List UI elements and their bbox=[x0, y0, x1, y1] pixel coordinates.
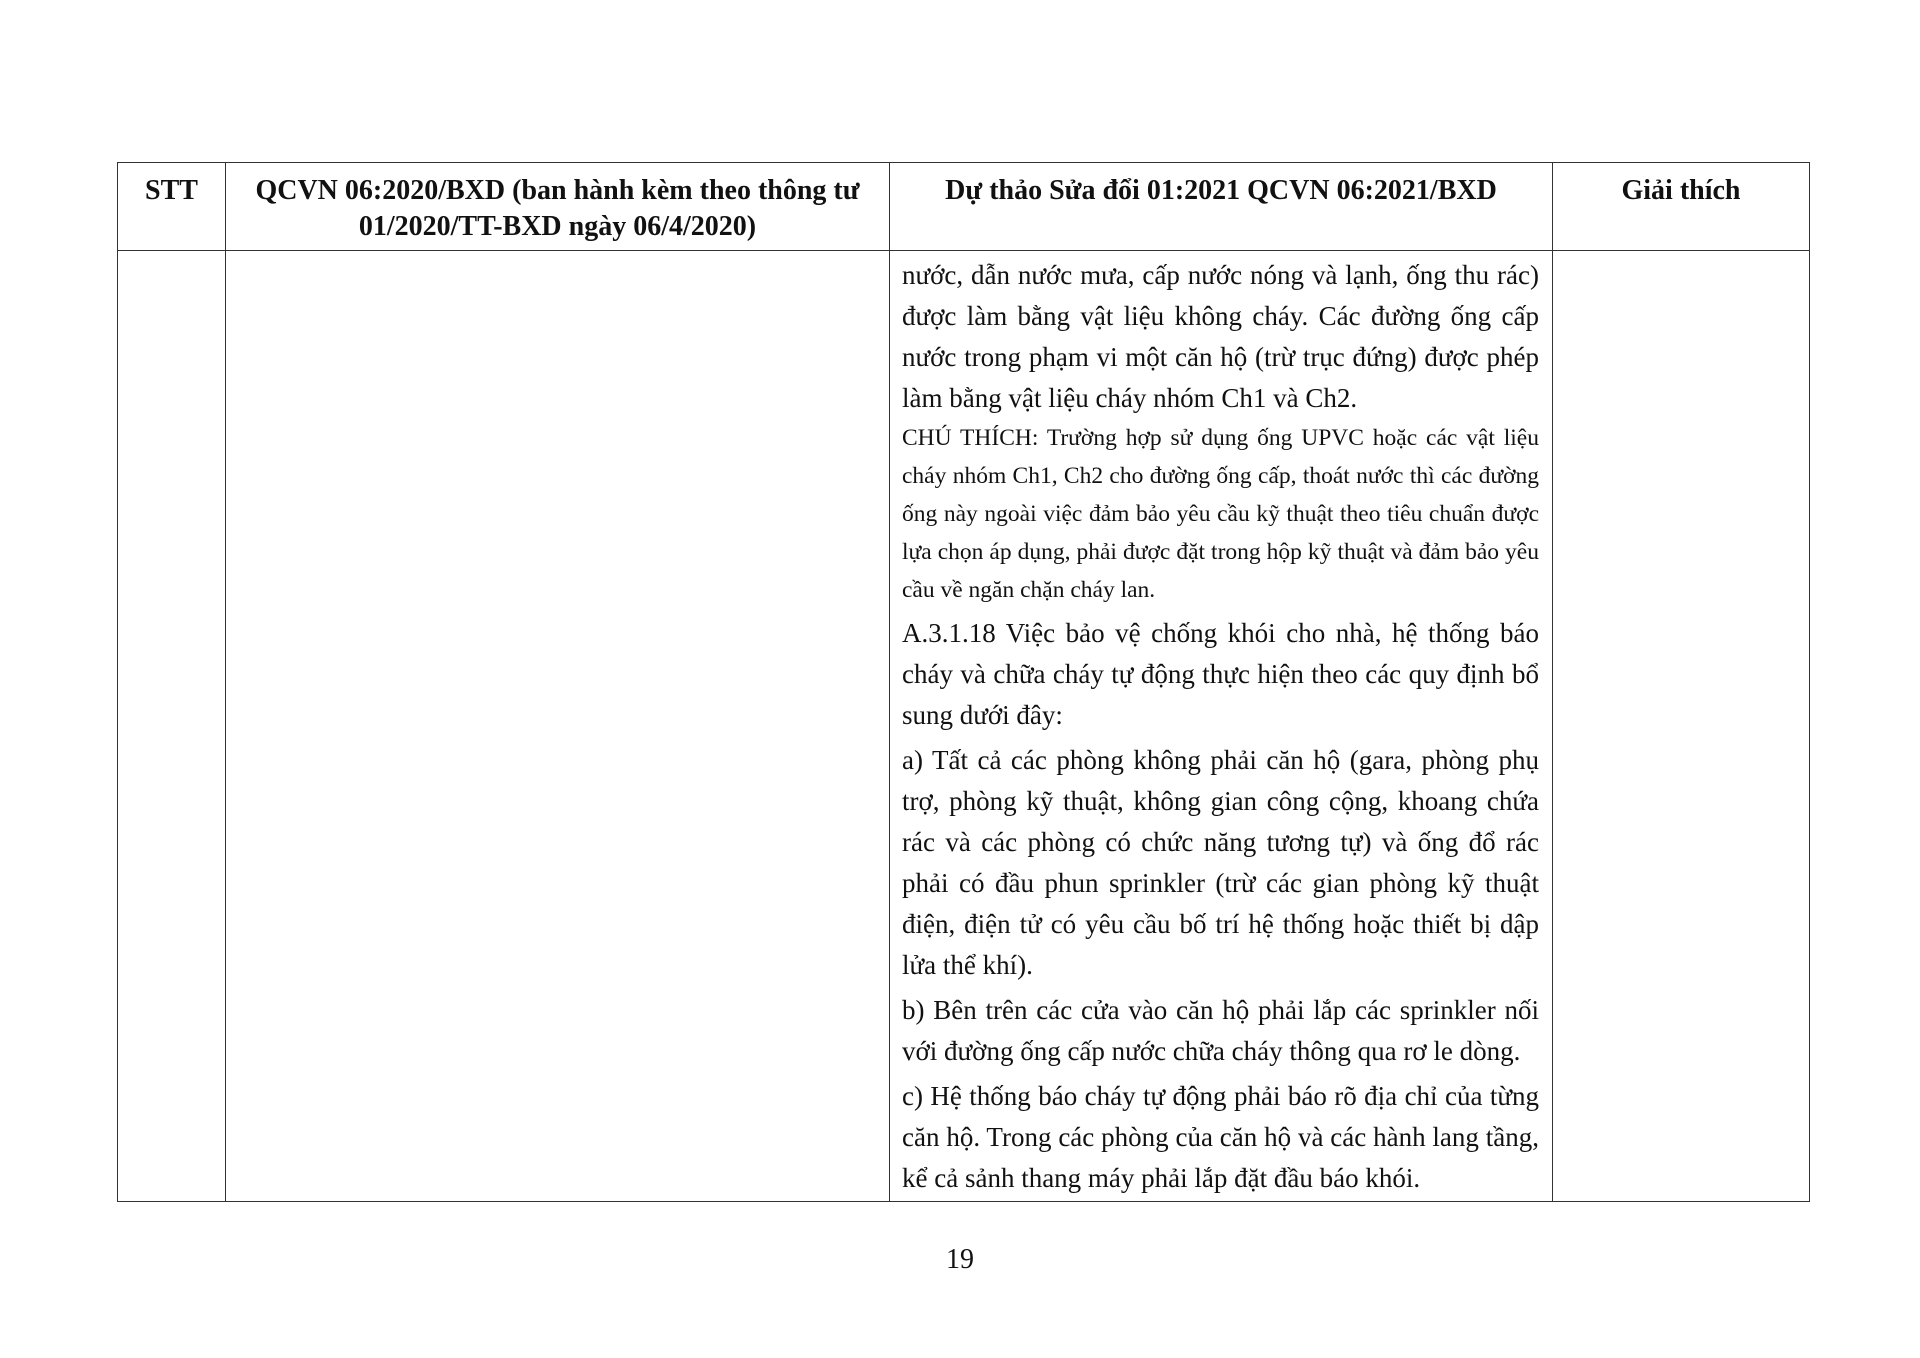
paragraph-item-c: c) Hệ thống báo cháy tự động phải báo rõ địa chỉ của từng căn hộ. Trong các phòng của căn hộ và các hành lang tầng, kể cả sảnh thang máy phải lắp đặt đầu báo khói. bbox=[902, 1081, 1539, 1193]
page-number: 19 bbox=[946, 1244, 974, 1275]
cell-old-standard bbox=[226, 251, 890, 1202]
paragraph-note: CHÚ THÍCH: Trường hợp sử dụng ống UPVC hoặc các vật liệu cháy nhóm Ch1, Ch2 cho đường ống cấp, thoát nước thì các đường ống này ngoài việc đảm bảo yêu cầu kỹ thuật theo tiêu chuẩn được lựa chọn áp dụng, phải được đặt trong hộp kỹ thuật và đảm bảo yêu cầu về ngăn chặn cháy lan. bbox=[902, 425, 1539, 603]
header-draft-amendment: Dự thảo Sửa đổi 01:2021 QCVN 06:2021/BXD bbox=[890, 163, 1553, 251]
paragraph-item-b: b) Bên trên các cửa vào căn hộ phải lắp các sprinkler nối với đường ống cấp nước chữa cháy thông qua rơ le dòng. bbox=[902, 995, 1539, 1066]
table-row bbox=[118, 251, 1810, 1202]
header-old-standard: QCVN 06:2020/BXD (ban hành kèm theo thông tư 01/2020/TT-BXD ngày 06/4/2020) bbox=[226, 163, 890, 251]
cell-explanation bbox=[1553, 251, 1810, 1202]
paragraph-pipes-material: nước, dẫn nước mưa, cấp nước nóng và lạnh, ống thu rác) được làm bằng vật liệu không cháy. Các đường ống cấp nước trong phạm vi một căn hộ (trừ trục đứng) được phép làm bằng vật liệu cháy nhóm Ch1 và Ch2. bbox=[902, 260, 1539, 413]
comparison-table bbox=[117, 162, 1810, 1202]
header-explanation: Giải thích bbox=[1553, 163, 1810, 251]
paragraph-a3118: A.3.1.18 Việc bảo vệ chống khói cho nhà, hệ thống báo cháy và chữa cháy tự động thực hiện theo các quy định bổ sung dưới đây: bbox=[902, 618, 1539, 730]
cell-draft-amendment bbox=[890, 251, 1553, 1202]
cell-stt bbox=[118, 251, 226, 1202]
table-header-row bbox=[118, 163, 1810, 251]
header-stt: STT bbox=[118, 163, 226, 251]
paragraph-item-a: a) Tất cả các phòng không phải căn hộ (gara, phòng phụ trợ, phòng kỹ thuật, không gian công cộng, khoang chứa rác và các phòng có chức năng tương tự) và ống đổ rác phải có đầu phun sprinkler (trừ các gian phòng kỹ thuật điện, điện tử có yêu cầu bố trí hệ thống hoặc thiết bị dập lửa thể khí). bbox=[902, 745, 1539, 980]
